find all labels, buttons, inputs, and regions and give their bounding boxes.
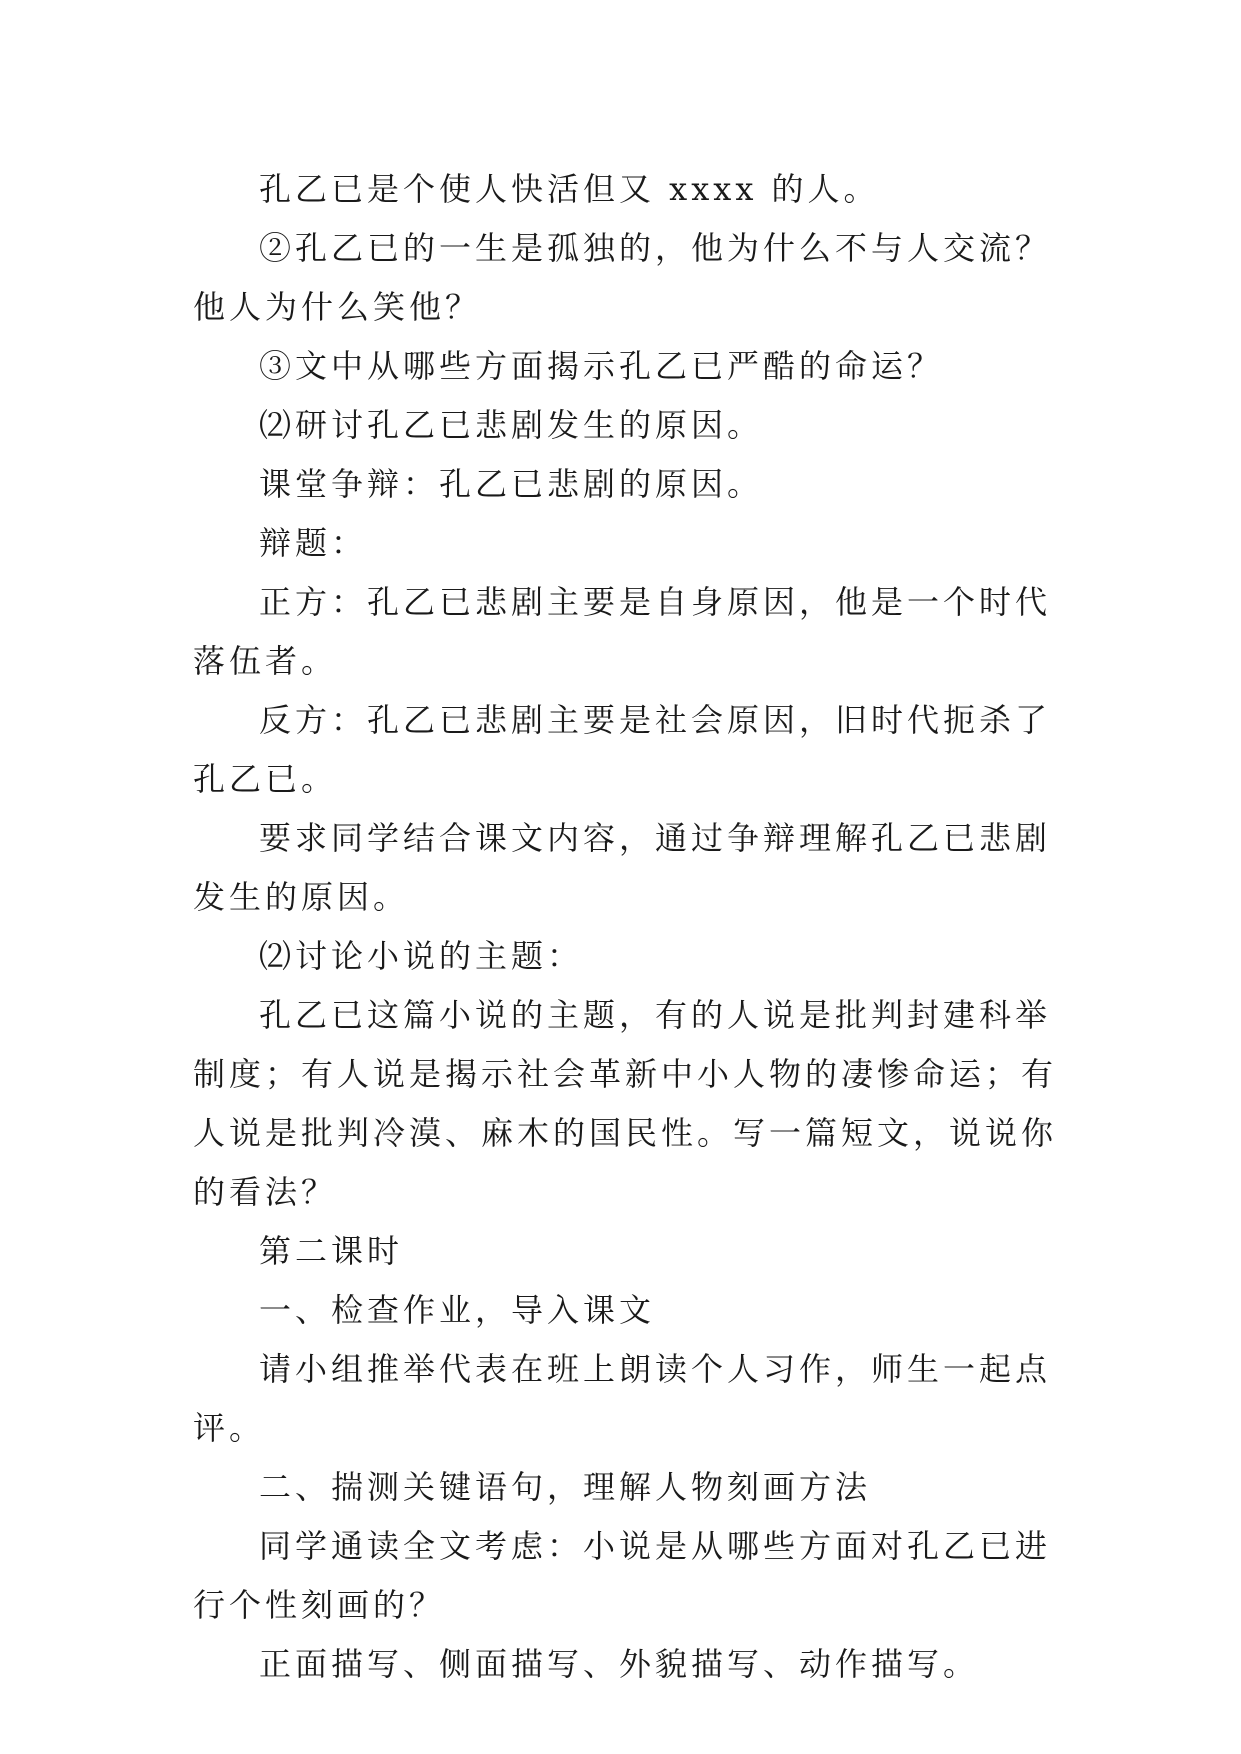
paragraph: 课堂争辩：孔乙已悲剧的原因。 <box>259 465 764 503</box>
paragraph: ⑵研讨孔乙已悲剧发生的原因。 <box>259 406 764 444</box>
paragraph: 正面描写、侧面描写、外貌描写、动作描写。 <box>259 1645 980 1683</box>
paragraph: ③文中从哪些方面揭示孔乙已严酷的命运？ <box>259 347 944 385</box>
paragraph: 正方：孔乙已悲剧主要是自身原因，他是一个时代落伍者。 <box>193 583 1052 680</box>
paragraph: 一、检查作业，导入课文 <box>259 1291 656 1329</box>
document-body <box>193 160 1063 1694</box>
paragraph: 孔乙已是个使人快活但又 xxxx 的人。 <box>259 170 880 208</box>
paragraph: ⑵讨论小说的主题： <box>259 937 584 975</box>
paragraph: ②孔乙已的一生是孤独的，他为什么不与人交流？他人为什么笑他？ <box>193 229 1052 326</box>
paragraph: 二、揣测关键语句，理解人物刻画方法 <box>259 1468 872 1506</box>
paragraph: 请小组推举代表在班上朗读个人习作，师生一起点评。 <box>193 1350 1052 1447</box>
paragraph: 第二课时 <box>259 1232 404 1270</box>
paragraph: 反方：孔乙已悲剧主要是社会原因，旧时代扼杀了孔乙已。 <box>193 701 1052 798</box>
paragraph: 孔乙已这篇小说的主题，有的人说是批判封建科举制度；有人说是揭示社会革新中小人物的凄惨命运；有人说是批判冷漠、麻木的国民性。写一篇短文，说说你的看法？ <box>193 996 1058 1211</box>
paragraph: 辩题： <box>259 524 368 562</box>
paragraph: 要求同学结合课文内容，通过争辩理解孔乙已悲剧发生的原因。 <box>193 819 1052 916</box>
paragraph: 同学通读全文考虑：小说是从哪些方面对孔乙已进行个性刻画的？ <box>193 1527 1052 1624</box>
